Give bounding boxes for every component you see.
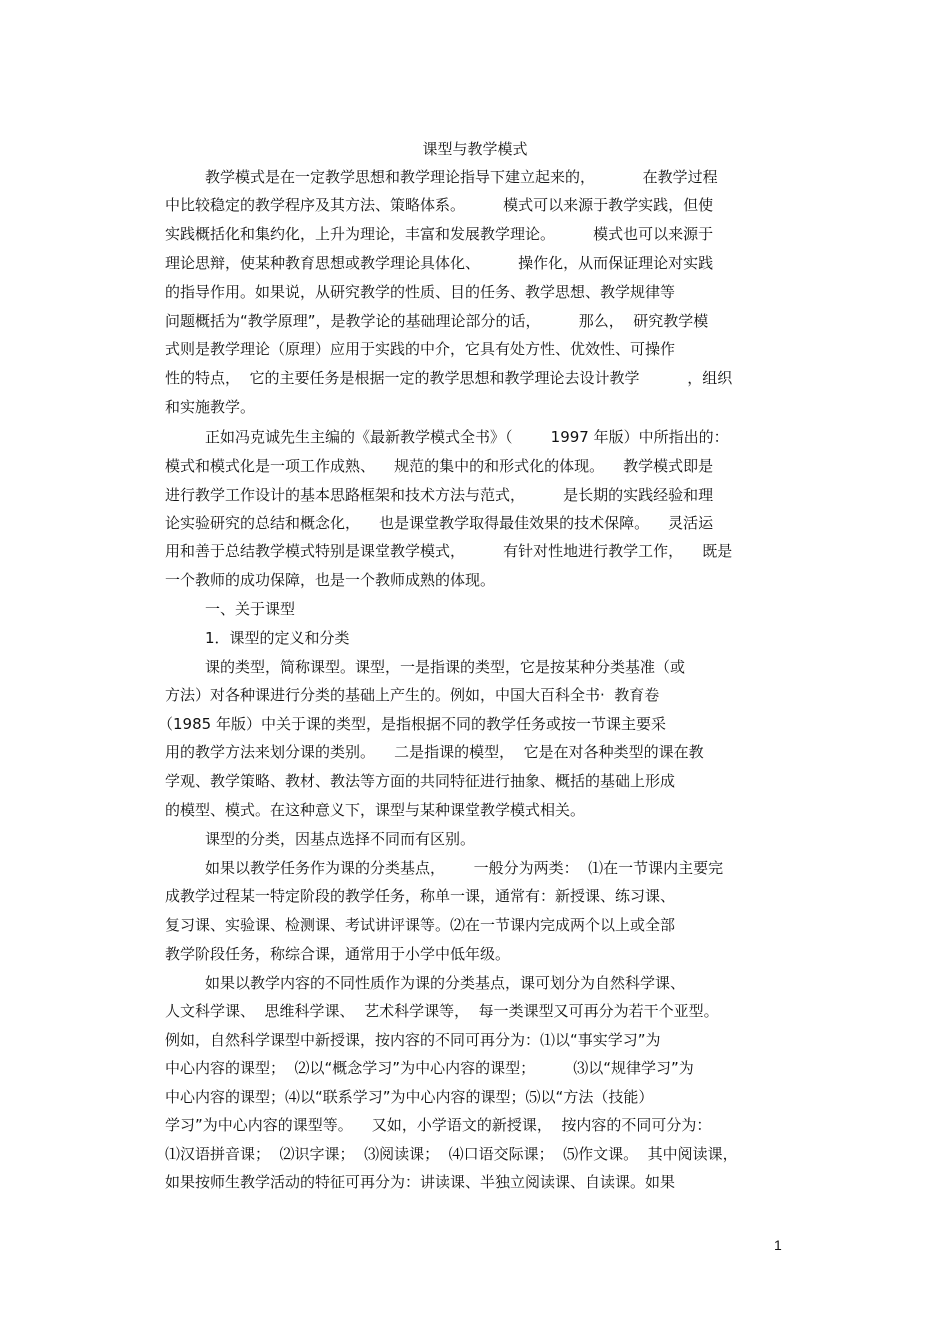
text-line: 学习”为中心内容的课型等。 又如，小学语文的新授课， 按内容的不同可分为： bbox=[165, 1116, 712, 1134]
text-line: 一个教师的成功保障，也是一个教师成熟的体现。 bbox=[165, 571, 496, 589]
text-line: 实践概括化和集约化，上升为理论，丰富和发展教学理论。 模式也可以来源于 bbox=[165, 225, 714, 243]
text-line: 模式和模式化是一项工作成熟、 规范的集中的和形式化的体现。 教学模式即是 bbox=[165, 457, 714, 475]
text-line: 如果以教学内容的不同性质作为课的分类基点，课可划分为自然科学课、 bbox=[205, 974, 686, 992]
text-line: （1985 年版）中关于课的类型，是指根据不同的教学任务或按一节课主要采 bbox=[158, 715, 666, 733]
text-line: 学观、教学策略、教材、教法等方面的共同特征进行抽象、概括的基础上形成 bbox=[165, 772, 676, 790]
text-line: 成教学过程某一特定阶段的教学任务，称单一课，通常有：新授课、练习课、 bbox=[165, 887, 676, 905]
text-line: 课型的分类，因基点选择不同而有区别。 bbox=[205, 830, 476, 848]
text-line: 理论思辩，使某种教育思想或教学理论具体化、 操作化，从而保证理论对实践 bbox=[165, 254, 714, 272]
text-line: 进行教学工作设计的基本思路框架和技术方法与范式， 是长期的实践经验和理 bbox=[165, 486, 714, 504]
text-line: 正如冯克诚先生主编的《最新教学模式全书》（ 1997 年版）中所指出的： bbox=[205, 428, 729, 446]
text-line: 中心内容的课型；⑷以“联系学习”为中心内容的课型；⑸以“方法（技能） bbox=[165, 1088, 654, 1106]
text-line: 和实施教学。 bbox=[165, 398, 256, 416]
text-line: 如果按师生教学活动的特征可再分为：讲读课、半独立阅读课、自读课。如果 bbox=[165, 1173, 676, 1191]
section-heading: 一、关于课型 bbox=[205, 600, 296, 618]
subsection-heading: 1．课型的定义和分类 bbox=[205, 629, 350, 647]
text-line: 人文科学课、 思维科学课、 艺术科学课等， 每一类课型又可再分为若干个亚型。 bbox=[165, 1002, 719, 1020]
text-line: 问题概括为“教学原理”，是教学论的基础理论部分的话， 那么， 研究教学模 bbox=[165, 312, 709, 330]
text-line: 课的类型，简称课型。课型，一是指课的类型，它是按某种分类基准（或 bbox=[205, 658, 686, 676]
page-number: 1 bbox=[774, 1237, 782, 1253]
text-line: 用和善于总结教学模式特别是课堂教学模式， 有针对性地进行教学工作， 既是 bbox=[165, 542, 733, 560]
text-line: 复习课、实验课、检测课、考试讲评课等。⑵在一节课内完成两个以上或全部 bbox=[165, 916, 676, 934]
text-line: 的指导作用。如果说，从研究教学的性质、目的任务、教学思想、教学规律等 bbox=[165, 283, 676, 301]
text-line: 教学模式是在一定教学思想和教学理论指导下建立起来的， 在教学过程 bbox=[205, 168, 718, 186]
text-line: 中比较稳定的教学程序及其方法、策略体系。 模式可以来源于教学实践，但使 bbox=[165, 196, 714, 214]
text-line: 例如，自然科学课型中新授课，按内容的不同可再分为：⑴以“事实学习”为 bbox=[165, 1031, 661, 1049]
text-line: 教学阶段任务，称综合课，通常用于小学中低年级。 bbox=[165, 945, 511, 963]
page-title: 课型与教学模式 bbox=[422, 140, 528, 158]
text-line: ⑴汉语拼音课； ⑵识字课； ⑶阅读课； ⑷口语交际课； ⑸作文课。 其中阅读课， bbox=[165, 1145, 738, 1163]
text-line: 用的教学方法来划分课的类别。 二是指课的模型， 它是在对各种类型的课在教 bbox=[165, 743, 704, 761]
text-line: 式则是教学理论（原理）应用于实践的中介，它具有处方性、优效性、可操作 bbox=[165, 340, 676, 358]
text-line: 性的特点， 它的主要任务是根据一定的教学思想和教学理论去设计教学 ，组织 bbox=[165, 369, 733, 387]
text-line: 论实验研究的总结和概念化， 也是课堂教学取得最佳效果的技术保障。 灵活运 bbox=[165, 514, 714, 532]
text-line: 如果以教学任务作为课的分类基点， 一般分为两类： ⑴在一节课内主要完 bbox=[205, 859, 724, 877]
text-line: 方法）对各种课进行分类的基础上产生的。例如，中国大百科全书· 教育卷 bbox=[165, 686, 660, 704]
text-line: 中心内容的课型； ⑵以“概念学习”为中心内容的课型； ⑶以“规律学习”为 bbox=[165, 1059, 694, 1077]
text-line: 的模型、模式。在这种意义下，课型与某种课堂教学模式相关。 bbox=[165, 801, 586, 819]
